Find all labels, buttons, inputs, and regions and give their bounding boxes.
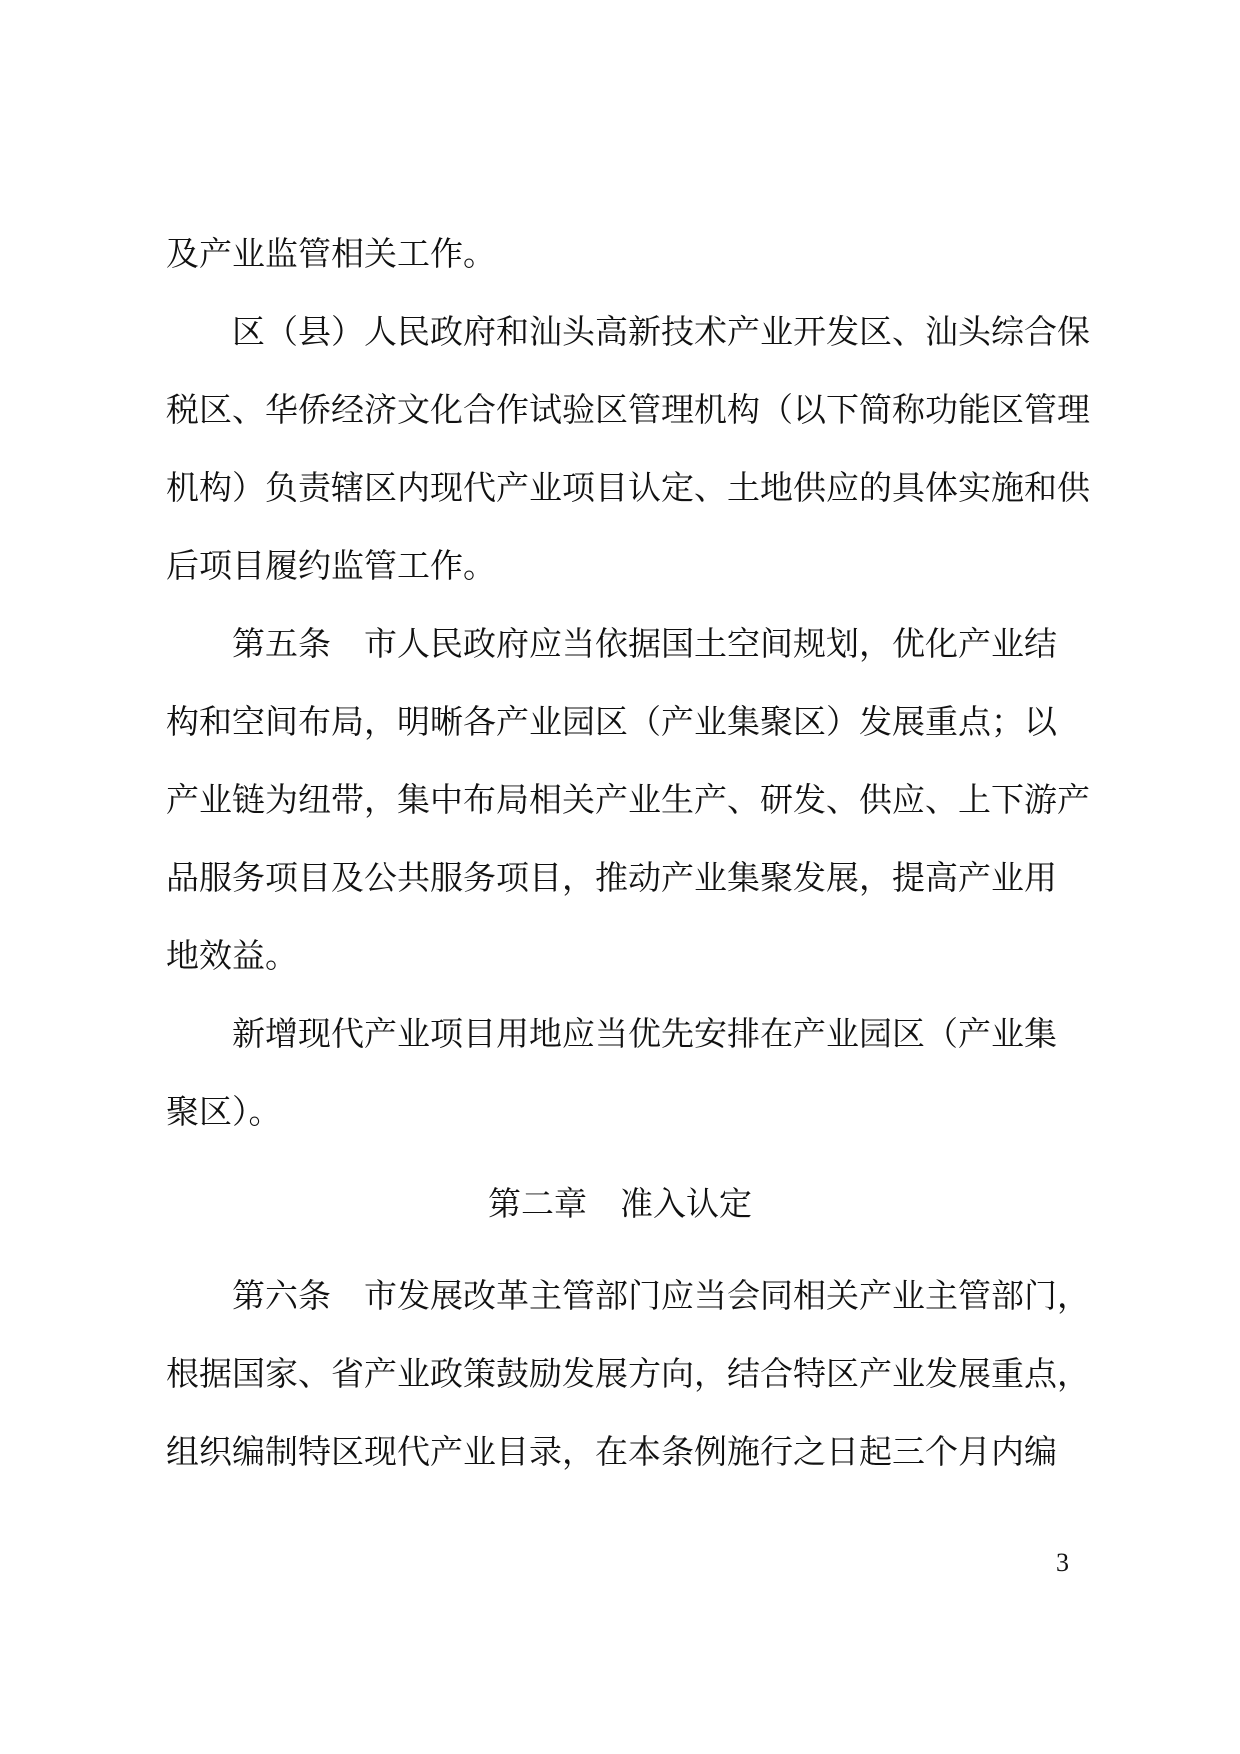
paragraph-line: 聚区）。 — [166, 1092, 282, 1131]
paragraph-line: 构和空间布局，明晰各产业园区（产业集聚区）发展重点；以 — [166, 702, 1057, 741]
paragraph-line: 产业链为纽带，集中布局相关产业生产、研发、供应、上下游产 — [166, 780, 1090, 819]
paragraph-line: 后项目履约监管工作。 — [166, 546, 496, 585]
paragraph-line: 税区、华侨经济文化合作试验区管理机构（以下简称功能区管理 — [166, 390, 1090, 429]
page-number: 3 — [1056, 1548, 1069, 1577]
paragraph-line: 品服务项目及公共服务项目，推动产业集聚发展，提高产业用 — [166, 858, 1057, 897]
paragraph-line: 及产业监管相关工作。 — [166, 234, 496, 273]
paragraph-line: 区（县）人民政府和汕头高新技术产业开发区、汕头综合保 — [232, 312, 1090, 351]
paragraph-line: 机构）负责辖区内现代产业项目认定、土地供应的具体实施和供 — [166, 468, 1090, 507]
paragraph-line: 根据国家、省产业政策鼓励发展方向，结合特区产业发展重点， — [166, 1354, 1090, 1393]
chapter-heading: 第二章 准入认定 — [488, 1184, 752, 1223]
article-6-line: 第六条 市发展改革主管部门应当会同相关产业主管部门， — [232, 1276, 1090, 1315]
paragraph-line: 组织编制特区现代产业目录，在本条例施行之日起三个月内编 — [166, 1432, 1057, 1471]
article-5-line: 第五条 市人民政府应当依据国土空间规划，优化产业结 — [232, 624, 1057, 663]
paragraph-line: 新增现代产业项目用地应当优先安排在产业园区（产业集 — [232, 1014, 1057, 1053]
paragraph-line: 地效益。 — [166, 936, 298, 975]
